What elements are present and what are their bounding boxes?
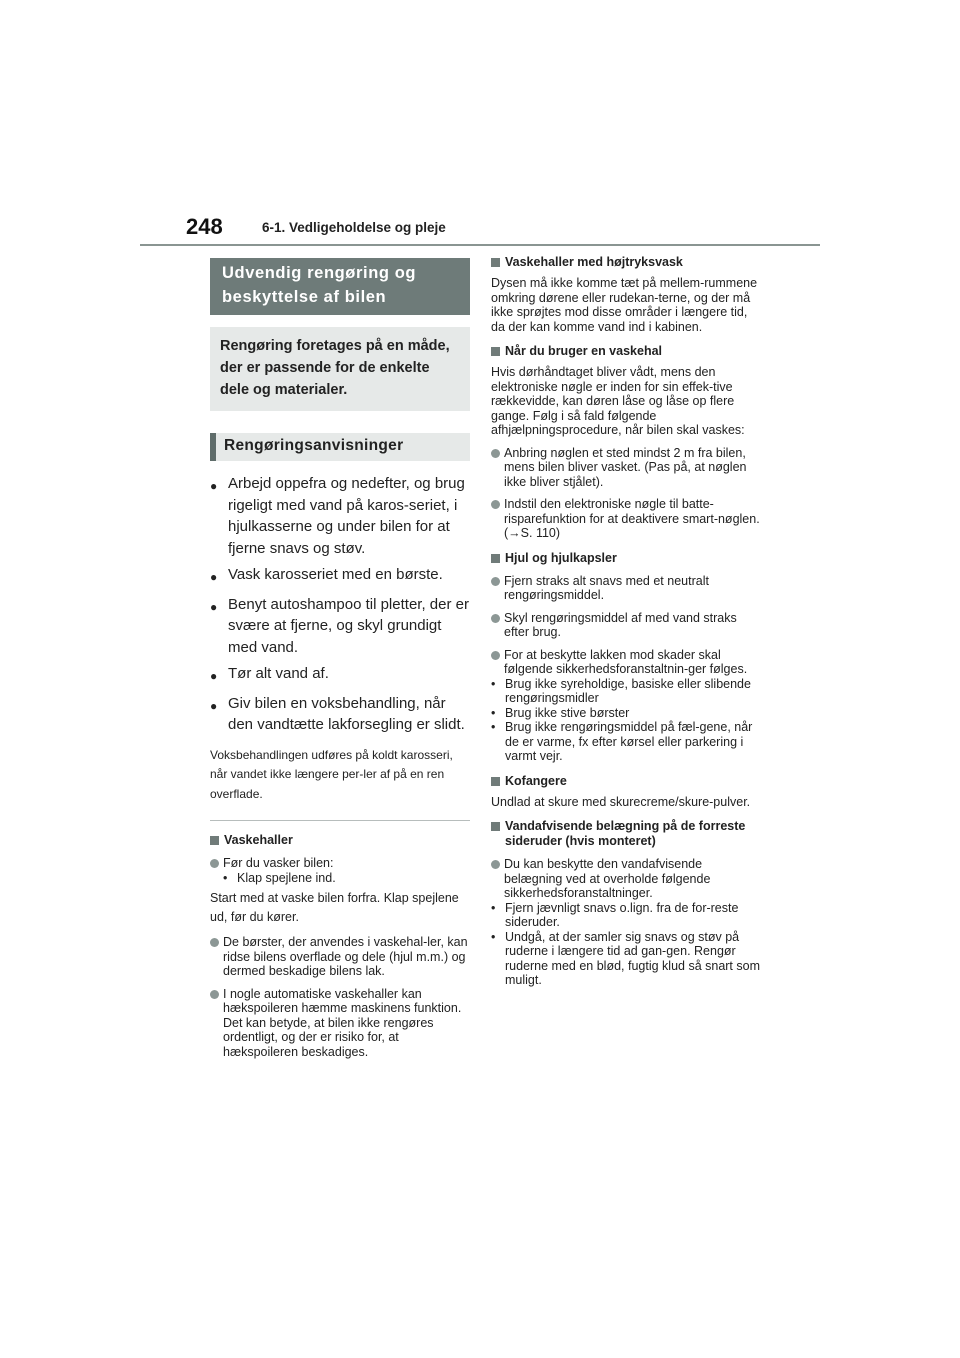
sub-item — [491, 720, 761, 764]
list-item-text: Skyl rengøringsmiddel af med vand straks efter brug. — [504, 610, 737, 639]
bullet-icon: ● — [210, 698, 218, 713]
dot-bullet-icon: • — [491, 705, 496, 720]
list-item — [210, 693, 470, 736]
dot-bullet-icon: • — [491, 929, 496, 944]
bullet-icon: ● — [210, 479, 218, 493]
circle-bullet-icon — [491, 614, 500, 623]
circle-bullet-icon — [491, 577, 500, 586]
circle-bullet-icon — [491, 651, 500, 660]
bullet-icon: ● — [210, 669, 218, 683]
heading-text: Når du bruger en vaskehal — [505, 344, 663, 358]
dot-bullet-icon: • — [491, 900, 496, 915]
page-number: 248 — [186, 214, 223, 239]
bullet-icon: ● — [210, 599, 218, 614]
dot-list — [491, 677, 761, 764]
circle-bullet-icon — [210, 990, 219, 999]
section-title: 6-1. Vedligeholdelse og pleje — [262, 220, 446, 235]
sub-item-text: Undgå, at der samler sig snavs og støv på ruderne i længere tid ad gan-gen. Rengør ruderne med en blød, fugtig klud så snart som muligt. — [505, 929, 760, 987]
sub-item — [491, 706, 761, 721]
list-item-text: Anbring nøglen et sted mindst 2 m fra bilen, mens bilen bliver vasket. (Pas på, at nøglen ikke bliver stjålet). — [504, 445, 747, 489]
list-item — [210, 856, 470, 885]
list-item-text: For at beskytte lakken mod skader skal følgende sikkerhedsforanstaltnin-ger følges. — [504, 647, 748, 676]
square-bullet-icon — [491, 258, 500, 267]
heading-text: Vaskehaller med højtryksvask — [505, 255, 683, 269]
list-item-text: Indstil den elektroniske nøgle til batte-risparefunktion for at deaktivere smart-nøglen. (→S. 110) — [504, 497, 760, 540]
pressure-wash-heading — [491, 255, 761, 270]
bullet-icon: ● — [210, 570, 218, 584]
list-item-text: Fjern straks alt snavs med et neutralt rengøringsmiddel. — [504, 573, 709, 602]
header-rule — [140, 244, 820, 246]
list-item — [491, 446, 761, 490]
square-bullet-icon — [491, 822, 500, 831]
heading-text: Hjul og hjulkapsler — [505, 550, 617, 565]
circle-bullet-icon — [210, 859, 219, 868]
paragraph: Dysen må ikke komme tæt på mellem-rummene omkring dørene eller rudekan-terne, og der må ikke sprøjtes mod disse områder i længere tid, da der kan komme vand ind i kabinen. — [491, 276, 758, 334]
list-item — [491, 497, 761, 541]
list-item-text: Vask karosseriet med en børste. — [228, 566, 443, 583]
circle-bullet-icon — [491, 860, 500, 869]
list-item-text: Benyt autoshampoo til pletter, der er svære at fjerne, og skyl grundigt med vand. — [228, 595, 469, 656]
intro-box: Rengøring foretages på en måde, der er passende for de enkelte dele og materialer. — [210, 327, 470, 411]
sub-item-text: Brug ikke rengøringsmiddel på fæl-gene, når de er varme, fx efter kørsel eller parkering i varmt vejr. — [505, 720, 753, 763]
list-item-text: Giv bilen en voksbehandling, når den vandtætte lakforsegling er slidt. — [228, 694, 465, 733]
sub-item — [491, 901, 761, 930]
list-item-text: Arbejd oppefra og nedefter, og brug rigeligt med vand på karos-seriet, i hjulkasserne og under bilen for at fjerne snavs og støv. — [228, 475, 465, 557]
chapter-title: Udvendig rengøring og beskyttelse af bilen — [210, 258, 470, 315]
dot-bullet-icon: • — [223, 870, 228, 885]
circle-bullet-icon — [491, 500, 500, 509]
list-item — [210, 663, 470, 688]
list-item — [491, 857, 761, 901]
dot-bullet-icon: • — [491, 676, 496, 691]
paragraph: Undlad at skure med skurecreme/skure-pulver. — [491, 794, 751, 809]
vaskehaller-heading — [210, 833, 470, 848]
paragraph: Hvis dørhåndtaget bliver vådt, mens den elektroniske nøgle er inden for sin effek-tive rækkevidde, kan døren låse og låse op flere gange. Følg i så fald følgende afhjælpningsprocedure, når bilen skal vaskes: — [491, 365, 745, 437]
list-item — [210, 594, 470, 659]
right-column — [491, 255, 761, 988]
list-item — [210, 473, 470, 559]
list-item — [491, 611, 761, 640]
coating-heading — [491, 819, 761, 849]
start-text: Start med at vaske bilen forfra. Klap spejlene ud, før du kører. — [210, 891, 459, 924]
heading-text: Vaskehaller — [224, 833, 293, 847]
square-bullet-icon — [491, 347, 500, 356]
subheading: Rengøringsanvisninger — [210, 433, 470, 461]
divider — [210, 820, 470, 821]
bumpers-heading — [491, 774, 761, 789]
square-bullet-icon — [210, 836, 219, 845]
sub-item-text: Brug ikke syreholdige, basiske eller slibende rengøringsmidler — [505, 676, 751, 705]
dot-list — [491, 901, 761, 988]
heading-text: Kofangere — [505, 773, 567, 788]
circle-bullet-icon — [210, 938, 219, 947]
car-wash-heading — [491, 344, 761, 359]
sub-item — [491, 930, 761, 988]
dot-bullet-icon: • — [491, 720, 496, 734]
wax-note: Voksbehandlingen udføres på koldt karosseri, når vandet ikke længere per-ler af på en ren overflade. — [210, 747, 453, 801]
list-item — [210, 564, 470, 589]
sub-item-text: Klap spejlene ind. — [237, 870, 336, 885]
page-header — [140, 210, 820, 250]
circle-bullet-icon — [491, 449, 500, 458]
list-item-text: De børster, der anvendes i vaskehal-ler, kan ridse bilens overflade og dele (hjul m.m.) og dermed beskadige bilens lak. — [223, 935, 468, 978]
sub-item — [223, 871, 470, 886]
left-column — [210, 258, 470, 1059]
list-item — [210, 987, 470, 1060]
list-item — [210, 935, 470, 979]
list-item-text: Du kan beskytte den vandafvisende belægning ved at overholde følgende sikkerhedsforanstaltninger. — [504, 857, 711, 900]
sub-item-text: Brug ikke stive børster — [505, 705, 630, 720]
wheels-heading — [491, 551, 761, 566]
square-bullet-icon — [491, 554, 500, 563]
heading-text: Vandafvisende belægning på de forreste sideruder (hvis monteret) — [505, 819, 746, 848]
square-bullet-icon — [491, 777, 500, 786]
sub-item — [491, 677, 761, 706]
list-item — [491, 648, 761, 677]
list-item — [491, 574, 761, 603]
list-item-text: Før du vasker bilen: — [223, 856, 334, 870]
list-item-text: Tør alt vand af. — [228, 665, 329, 682]
list-item-text: I nogle automatiske vaskehaller kan hækspoileren hæmme maskinens funktion. Det kan betyde, at bilen ikke rengøres ordentligt, og der er risiko for, at hækspoileren beskadiges. — [223, 986, 462, 1059]
sub-item-text: Fjern jævnligt snavs o.lign. fra de for-reste sideruder. — [505, 900, 739, 929]
instruction-list — [210, 473, 470, 736]
